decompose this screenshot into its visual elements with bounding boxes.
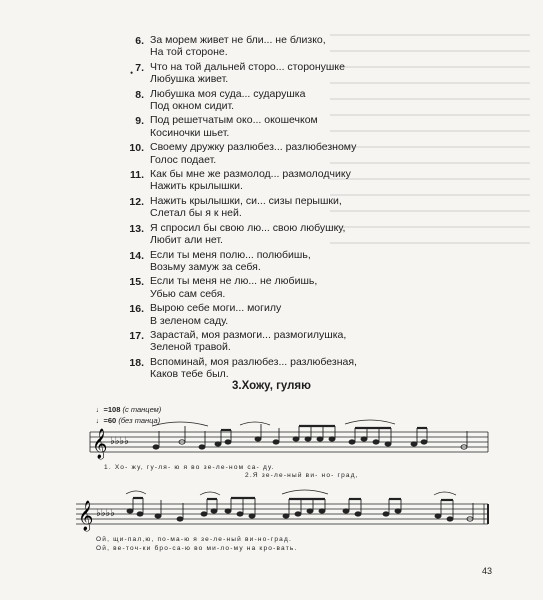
staff-2-lyrics-line-2: Ой, ве-точ-ки бро-са-ю во ми-ло-му на кро-вать.	[96, 545, 298, 552]
staff-notation	[90, 428, 490, 468]
tempo-note: (без танца)	[118, 416, 161, 425]
page-number: 43	[482, 566, 493, 576]
tempo-marking	[96, 404, 161, 426]
verse	[129, 168, 438, 193]
verse-line: На той стороне.	[150, 46, 228, 59]
verse	[129, 328, 438, 354]
verse-number: 8.	[135, 88, 144, 101]
verse-line: Если ты меня не лю... не любишь,	[150, 275, 318, 288]
verse-number: 12.	[129, 195, 144, 208]
verse-line: Каков тебе был.	[150, 368, 229, 381]
tempo-value: =60	[103, 416, 117, 425]
verse-line: В зеленом саду.	[150, 314, 229, 327]
verse-line: Зарастай, моя размоги... размогилушка,	[150, 328, 347, 341]
verse-number: 9.	[135, 115, 144, 128]
music-staff-2	[78, 500, 490, 540]
svg-text:♭♭♭♭: ♭♭♭♭	[96, 508, 115, 519]
verse-number: 6.	[135, 35, 144, 47]
verse-number: 15.	[129, 276, 144, 289]
quarter-note-icon: ♩	[96, 416, 104, 425]
music-staff-1	[90, 428, 490, 468]
verse-number: 16.	[129, 303, 144, 316]
treble-clef-icon: 𝄞	[92, 429, 108, 459]
verse-number: 14.	[129, 249, 144, 262]
verse-line: Косиночки шьет.	[150, 126, 230, 139]
verse-line: Если ты меня полю... полюбишь,	[150, 248, 311, 261]
verse	[135, 60, 438, 86]
verse	[129, 302, 438, 327]
verse	[135, 34, 438, 59]
verse-line: Под окном сидит.	[150, 100, 235, 113]
verse-line: Нажить крылышки.	[150, 180, 243, 193]
verse-line: Любит али нет.	[150, 234, 223, 247]
verse-number: 7.	[135, 61, 144, 74]
verse-line: Слетал бы я к ней.	[150, 207, 242, 220]
tempo-line	[96, 415, 161, 426]
song-title: 3.Хожу, гуляю	[232, 380, 311, 392]
verse	[129, 275, 438, 300]
verse-number: 10.	[129, 142, 144, 155]
quarter-note-icon: ♩	[96, 405, 104, 414]
verse-line: Нажить крылышки, си... сизы перышки,	[150, 194, 342, 207]
verse-line: Убью сам себя.	[150, 287, 226, 300]
verse-line: Возьму замуж за себя.	[150, 260, 261, 273]
verse-number: 11.	[129, 169, 144, 182]
verse-line: Под решетчатым око... окошечком	[150, 114, 318, 127]
staff-2-lyrics-line-1: Ой, щи-пал,ю, по-ма-ю я зе-ле-ный ви-но-град.	[96, 536, 292, 543]
verse	[129, 355, 438, 381]
verse-line: Голос подает.	[150, 153, 217, 166]
stray-mark: •	[130, 68, 134, 78]
verse	[129, 141, 438, 166]
svg-text:♭♭♭♭: ♭♭♭♭	[110, 436, 129, 447]
staff-1-lyrics-line-1: 1. Хо- жу, гу-ля- ю я во зе-ле-ном са- ду.	[104, 464, 275, 471]
verse	[129, 248, 438, 274]
verse-line: Любушка моя суда... сударушка	[150, 87, 306, 100]
verse-line: Как бы мне же размолод... размолодчику	[150, 168, 351, 181]
verse-number: 13.	[129, 222, 144, 235]
verse-line: Что на той дальней сторо... сторонушке	[150, 60, 345, 73]
verse-number: 18.	[129, 356, 144, 369]
verse-list	[129, 34, 438, 383]
verse	[135, 87, 438, 113]
staff-notation	[78, 500, 490, 540]
tempo-value: =108	[103, 405, 121, 414]
verse-line: Зеленой травой.	[150, 341, 231, 354]
verse-line: Своему дружку разлюбез... разлюбезному	[150, 141, 357, 154]
verse-line: Вырою себе моги... могилу	[150, 302, 282, 315]
verse-line: Любушка живет.	[150, 73, 229, 86]
verse	[129, 221, 438, 247]
verse-line: Вспоминай, моя разлюбез... разлюбезная,	[150, 355, 357, 368]
verse-line: Я спросил бы свою лю... свою любушку,	[150, 221, 346, 234]
verse-line: За морем живет не бли... не близко,	[150, 34, 326, 46]
verse-number: 17.	[129, 329, 144, 342]
tempo-line	[96, 404, 161, 415]
verse	[135, 114, 438, 139]
tempo-note: (с танцем)	[122, 405, 162, 414]
treble-clef-icon: 𝄞	[78, 501, 94, 531]
staff-1-lyrics-line-2: 2.Я зе-ле-ный ви- но- град,	[245, 472, 359, 479]
verse	[129, 194, 438, 220]
